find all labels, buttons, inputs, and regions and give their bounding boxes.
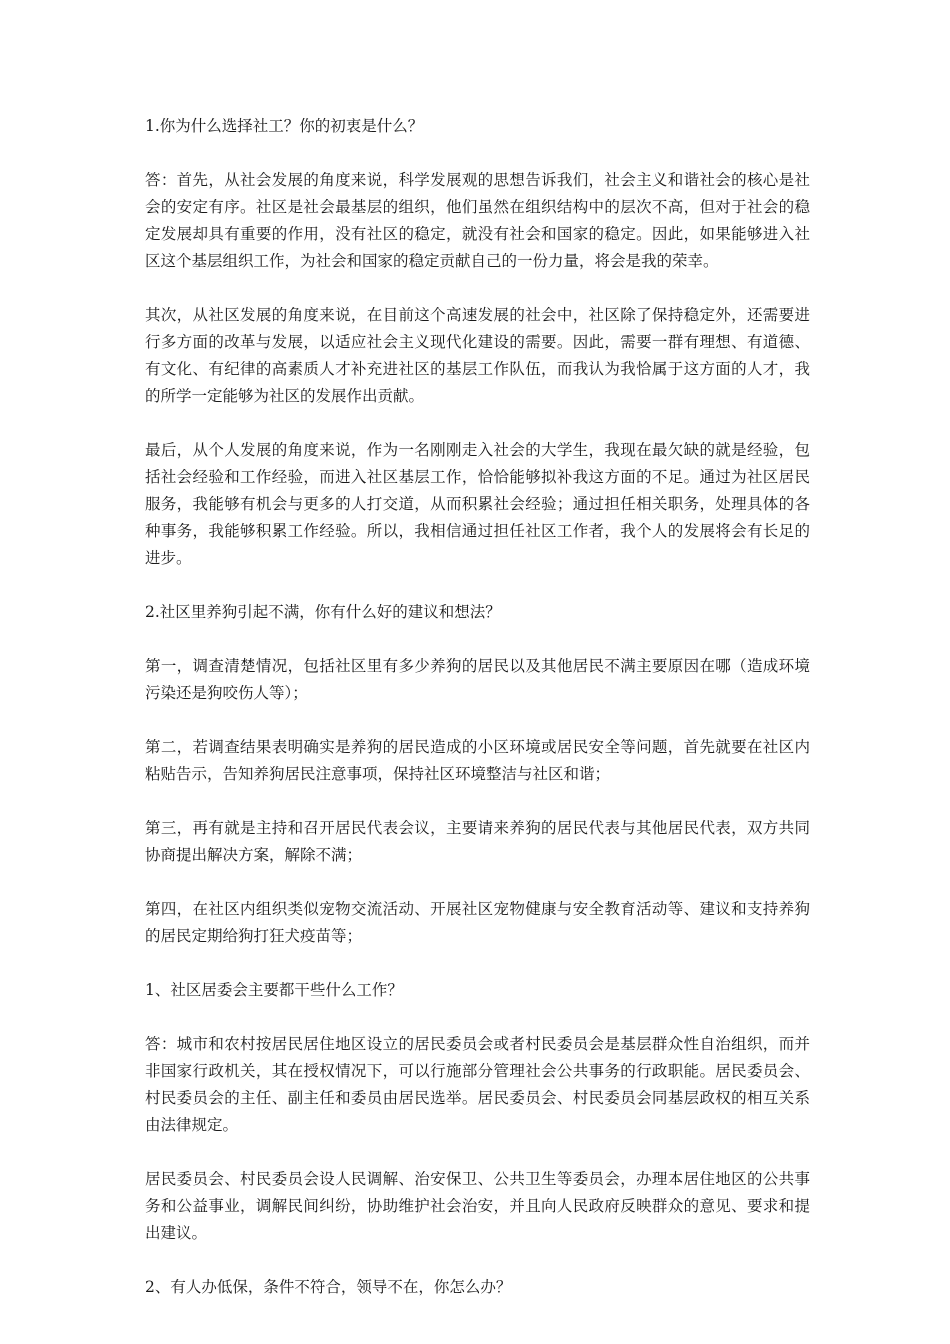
answer-1-paragraph-2: 其次，从社区发展的角度来说，在目前这个高速发展的社会中，社区除了保持稳定外，还需要进行多方面的改革与发展，以适应社会主义现代化建设的需要。因此，需要一群有理想、有道德、有文化、有纪律的高素质人才补充进社区的基层工作队伍，而我认为我恰属于这方面的人才，我的所学一定能够为社区的发展作出贡献。 — [145, 306, 810, 405]
answer-3-paragraph-1: 答：城市和农村按居民居住地区设立的居民委员会或者村民委员会是基层群众性自治组织，而并非国家行政机关，其在授权情况下，可以行施部分管理社会公共事务的行政职能。居民委员会、村民委员会的主任、副主任和委员由居民选举。居民委员会、村民委员会同基层政权的相互关系由法律规定。 — [145, 1035, 810, 1134]
question-4-title: 2、有人办低保，条件不符合，领导不在，你怎么办？ — [145, 1278, 512, 1296]
document-body — [145, 113, 810, 1328]
answer-2-step-1: 第一，调查清楚情况，包括社区里有多少养狗的居民以及其他居民不满主要原因在哪（造成环境污染还是狗咬伤人等）； — [145, 657, 810, 702]
answer-1-paragraph-1: 答：首先，从社会发展的角度来说，科学发展观的思想告诉我们，社会主义和谐社会的核心是社会的安定有序。社区是社会最基层的组织，他们虽然在组织结构中的层次不高，但对于社会的稳定发展却具有重要的作用，没有社区的稳定，就没有社会和国家的稳定。因此，如果能够进入社区这个基层组织工作，为社会和国家的稳定贡献自己的一份力量，将会是我的荣幸。 — [145, 171, 810, 270]
question-3-title: 1、社区居委会主要都干些什么工作？ — [145, 981, 403, 999]
answer-1-paragraph-3: 最后，从个人发展的角度来说，作为一名刚刚走入社会的大学生，我现在最欠缺的就是经验，包括社会经验和工作经验，而进入社区基层工作，恰恰能够拟补我这方面的不足。通过为社区居民服务，我能够有机会与更多的人打交道，从而积累社会经验；通过担任相关职务，处理具体的各种事务，我能够积累工作经验。所以，我相信通过担任社区工作者，我个人的发展将会有长足的进步。 — [145, 441, 810, 567]
answer-3-paragraph-2: 居民委员会、村民委员会设人民调解、治安保卫、公共卫生等委员会，办理本居住地区的公共事务和公益事业，调解民间纠纷，协助维护社会治安，并且向人民政府反映群众的意见、要求和提出建议。 — [145, 1170, 810, 1242]
question-1-title: 1.你为什么选择社工？你的初衷是什么？ — [145, 117, 424, 135]
answer-2-step-4: 第四，在社区内组织类似宠物交流活动、开展社区宠物健康与安全教育活动等、建议和支持养狗的居民定期给狗打狂犬疫苗等； — [145, 900, 810, 945]
answer-2-step-3: 第三，再有就是主持和召开居民代表会议，主要请来养狗的居民代表与其他居民代表，双方共同协商提出解决方案，解除不满； — [145, 819, 810, 864]
answer-2-step-2: 第二，若调查结果表明确实是养狗的居民造成的小区环境或居民安全等问题，首先就要在社区内粘贴告示，告知养狗居民注意事项，保持社区环境整洁与社区和谐； — [145, 738, 810, 783]
question-2-title: 2.社区里养狗引起不满，你有什么好的建议和想法？ — [145, 603, 501, 621]
